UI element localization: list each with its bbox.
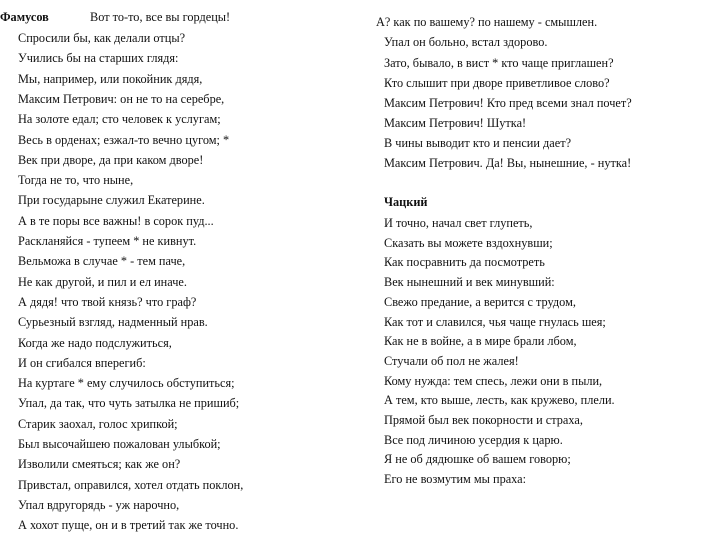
verse-line: Свежо предание, а верится с трудом, — [384, 294, 576, 309]
verse-line: Его не возмутим мы праха: — [384, 472, 527, 487]
verse-line: Кто слышит при дворе приветливое слово? — [384, 76, 610, 90]
verse-line: Вельможа в случае * - тем паче, — [18, 254, 186, 269]
left-column — [0, 0, 340, 540]
verse-line: Мы, например, или покойник дядя, — [18, 71, 203, 86]
verse-line: На куртаге * ему случилось обступиться; — [18, 376, 235, 391]
verse-line: Максим Петрович: он не то на серебре, — [18, 91, 225, 106]
verse-line: Упал он больно, встал здорово. — [384, 35, 548, 49]
famusov-speech-header — [0, 10, 231, 24]
verse-line: Учились бы на старших глядя: — [18, 51, 179, 66]
verse-line: Максим Петрович! Кто пред всеми знал почет? — [384, 96, 632, 110]
speaker-name: Чацкий — [384, 195, 428, 209]
verse-line: А дядя! что твой князь? что граф? — [18, 294, 197, 309]
verse-line: На золоте едал; сто человек к услугам; — [18, 112, 221, 127]
verse-line: Максим Петрович! Шутка! — [384, 116, 527, 130]
verse-line: Век при дворе, да при каком дворе! — [18, 152, 204, 167]
verse-line: Упал, да так, что чуть затылка не пришиб; — [18, 396, 240, 411]
verse-line: Раскланяйся - тупеем * не кивнут. — [18, 234, 197, 248]
verse-line: А в те поры все важны! в сорок пуд... — [18, 213, 214, 228]
verse-line: Упал вдругорядь - уж нарочно, — [18, 497, 180, 512]
verse-line: Зато, бывало, в вист * кто чаще приглашен? — [384, 56, 614, 70]
verse-line: Изволили смеяться; как же он? — [18, 457, 181, 472]
verse-line: Как посравнить да посмотреть — [384, 255, 545, 270]
verse-line: Максим Петрович. Да! Вы, нынешние, - нутка! — [384, 156, 632, 170]
verse-line: Прямой был век покорности и страха, — [384, 413, 583, 427]
verse-line: И точно, начал свет глупеть, — [384, 216, 533, 230]
verse-line: Не как другой, и пил и ел иначе. — [18, 274, 187, 289]
verse-line: Когда же надо подслужиться, — [18, 335, 172, 350]
verse-line: Старик заохал, голос хрипкой; — [18, 416, 178, 431]
verse-line: Стучали об пол не жалея! — [384, 353, 519, 368]
speech-line: Вот то-то, все вы гордецы! — [90, 10, 231, 24]
verse-line: Век нынешний и век минувший: — [384, 275, 555, 290]
verse-line: Спросили бы, как делали отцы? — [18, 31, 186, 45]
verse-line: Как тот и славился, чья чаще гнулась шея; — [384, 314, 606, 329]
verse-line: А хохот пуще, он и в третий так же точно. — [18, 518, 239, 533]
verse-line: При государыне служил Екатерине. — [18, 193, 205, 208]
verse-line: Кому нужда: тем спесь, лежи они в пыли, — [384, 373, 603, 388]
verse-line: А? как по вашему? по нашему - смышлен. — [376, 15, 598, 29]
verse-line: Привстал, оправился, хотел отдать поклон, — [18, 477, 244, 492]
verse-line: Все под личиною усердия к царю. — [384, 432, 563, 447]
verse-line: Сурьезный взгляд, надменный нрав. — [18, 315, 208, 330]
verse-line: Как не в войне, а в мире брали лбом, — [384, 334, 577, 349]
speaker-name: Фамусов — [0, 10, 49, 24]
verse-line: Был высочайшею пожалован улыбкой; — [18, 437, 221, 451]
verse-line: И он сгибался вперегиб: — [18, 355, 146, 370]
right-column — [370, 0, 720, 540]
verse-line: Тогда не то, что ныне, — [18, 173, 134, 188]
verse-line: Я не об дядюшке об вашем говорю; — [384, 452, 571, 467]
verse-line: А тем, кто выше, лесть, как кружево, плели. — [384, 393, 615, 408]
verse-line: Сказать вы можете вздохнувши; — [384, 235, 553, 250]
verse-line: Весь в орденах; езжал-то вечно цугом; * — [18, 132, 230, 147]
verse-line: В чины выводит кто и пенсии дает? — [384, 136, 572, 150]
